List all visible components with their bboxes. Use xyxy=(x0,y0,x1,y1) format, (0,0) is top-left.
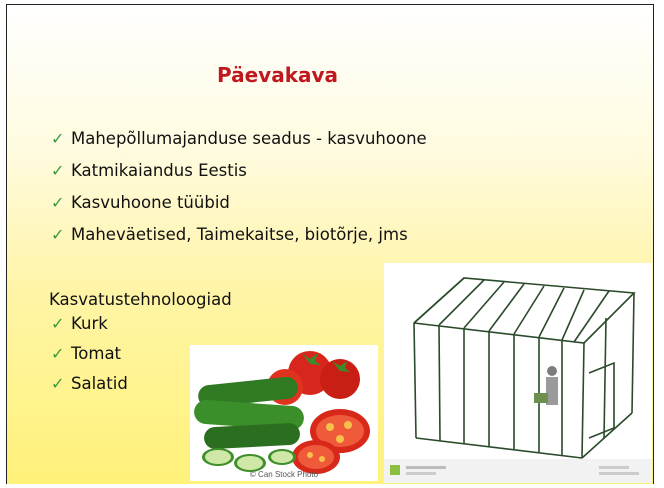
list-item: ✓ Maheväetised, Taimekaitse, biotõrje, jms xyxy=(51,223,427,255)
image-caption: © Can Stock Photo xyxy=(249,470,319,479)
list-item: ✓ Salatid xyxy=(51,372,128,402)
vegetables-image xyxy=(190,345,378,481)
greenhouse-illustration xyxy=(384,263,652,483)
slide-title: Päevakava xyxy=(217,63,339,87)
list-item: ✓ Mahepõllumajanduse seadus - kasvuhoone xyxy=(51,127,427,159)
list-item: ✓ Kasvuhoone tüübid xyxy=(51,191,427,223)
checkmark-icon: ✓ xyxy=(51,314,65,333)
agenda-list xyxy=(51,127,427,255)
vegetables-illustration xyxy=(190,345,378,481)
subheading: Kasvatustehnoloogiad xyxy=(49,290,232,309)
list-item: ✓ Katmikaiandus Eestis xyxy=(51,159,427,191)
checkmark-icon: ✓ xyxy=(51,344,65,363)
technology-list xyxy=(51,312,128,402)
checkmark-icon: ✓ xyxy=(51,161,65,180)
checkmark-icon: ✓ xyxy=(51,225,65,244)
list-item: ✓ Kurk xyxy=(51,312,128,342)
greenhouse-image xyxy=(384,263,652,483)
checkmark-icon: ✓ xyxy=(51,193,65,212)
checkmark-icon: ✓ xyxy=(51,129,65,148)
checkmark-icon: ✓ xyxy=(51,374,65,393)
list-item: ✓ Tomat xyxy=(51,342,128,372)
